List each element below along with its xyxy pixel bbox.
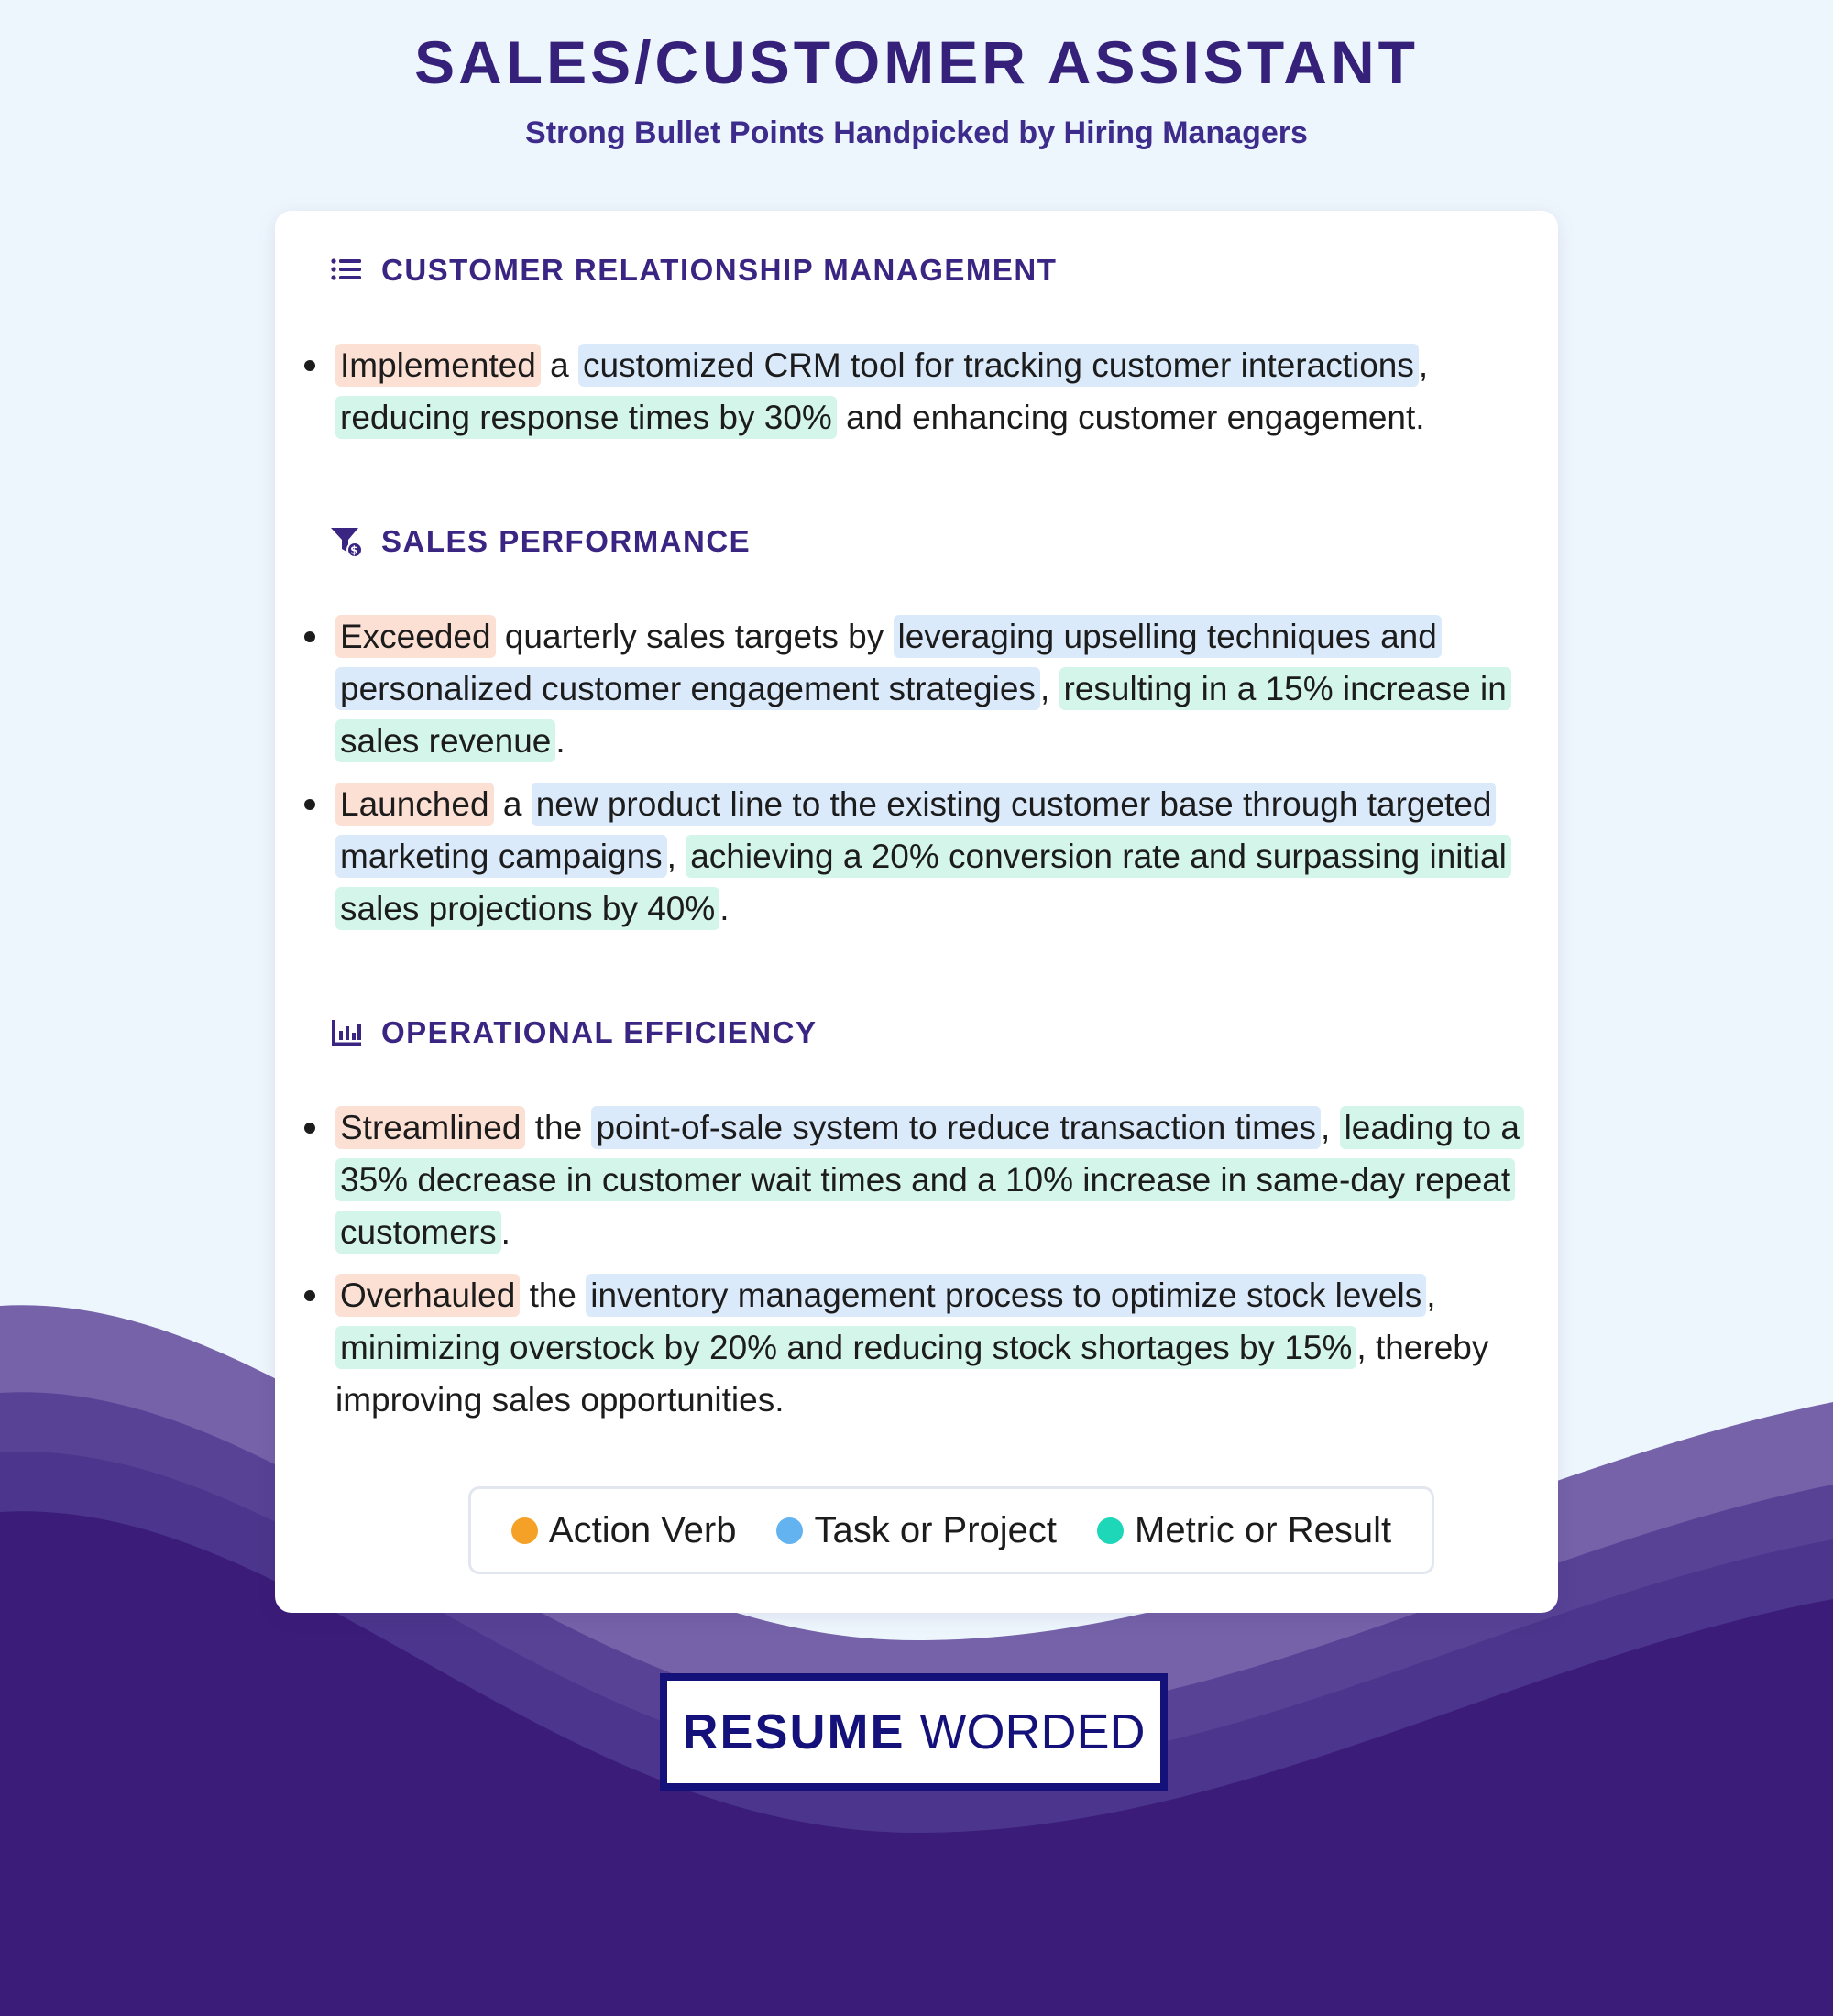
bar-chart-icon — [330, 1016, 363, 1049]
metric-phrase: resulting in a 15% increase in sales revenue — [335, 667, 1511, 762]
resume-worded-logo — [660, 1673, 1168, 1791]
metric-phrase: reducing response times by 30% — [335, 396, 837, 439]
action-verb: Launched — [335, 783, 494, 826]
metric-phrase: minimizing overstock by 20% and reducing stock shortages by 15% — [335, 1326, 1356, 1369]
connector-text: the — [534, 1109, 583, 1146]
bullet-dot — [304, 631, 315, 642]
connector-text: . — [500, 1213, 510, 1251]
legend-label: Action Verb — [548, 1509, 737, 1550]
connector-text: and enhancing customer engagement. — [846, 399, 1425, 436]
task-phrase: point-of-sale system to reduce transaction times — [591, 1106, 1321, 1149]
action-verb: Exceeded — [335, 615, 496, 658]
connector-text: , — [1039, 670, 1050, 707]
connector-text: quarterly sales targets by — [504, 618, 884, 655]
bullet-list-operational — [302, 1101, 1540, 1437]
legend-label: Task or Project — [814, 1509, 1058, 1550]
legend-label: Metric or Result — [1135, 1509, 1392, 1550]
connector-text: , — [1321, 1109, 1331, 1146]
section-title: CUSTOMER RELATIONSHIP MANAGEMENT — [381, 253, 1058, 287]
section-title: SALES PERFORMANCE — [381, 524, 752, 558]
connector-text: . — [719, 890, 730, 927]
bullet-item — [302, 778, 1540, 935]
connector-text: . — [555, 722, 565, 760]
bullet-points-card — [275, 211, 1558, 1613]
action-verb: Overhauled — [335, 1274, 520, 1317]
connector-text: , — [1418, 346, 1429, 384]
section-heading-crm — [330, 253, 1057, 288]
task-phrase: inventory management process to optimize stock levels — [586, 1274, 1426, 1317]
connector-text: a — [550, 346, 569, 384]
bullet-list-crm — [302, 339, 1540, 455]
bullet-item — [302, 1269, 1540, 1426]
connector-text: , — [1426, 1276, 1436, 1314]
page-header — [0, 27, 1833, 151]
task-phrase: customized CRM tool for tracking customer interactions — [578, 344, 1419, 387]
legend-item-metric — [1097, 1510, 1391, 1551]
connector-text: , thereby improving sales opportunities. — [335, 1329, 1489, 1419]
section-heading-sales — [330, 524, 751, 559]
legend-item-task — [776, 1510, 1057, 1551]
logo-text-bold: RESUME — [682, 1704, 906, 1759]
section-title: OPERATIONAL EFFICIENCY — [381, 1015, 818, 1049]
connector-text: , — [666, 838, 676, 875]
action-verb: Streamlined — [335, 1106, 525, 1149]
bullet-item — [302, 1101, 1540, 1258]
task-phrase: leveraging upselling techniques and personalized customer engagement strategies — [335, 615, 1442, 710]
task-phrase: new product line to the existing customer base through targeted marketing campaigns — [335, 783, 1496, 878]
bullet-item — [302, 339, 1540, 444]
section-heading-operational — [330, 1015, 817, 1050]
bullet-dot — [304, 799, 315, 810]
legend-dot-orange — [511, 1517, 538, 1544]
funnel-dollar-icon — [330, 525, 363, 558]
legend-dot-teal — [1097, 1517, 1124, 1544]
metric-phrase: leading to a 35% decrease in customer wait times and a 10% increase in same-day repeat customers — [335, 1106, 1524, 1254]
legend-item-action-verb — [511, 1510, 737, 1551]
page-subtitle: Strong Bullet Points Handpicked by Hiring Managers — [525, 115, 1308, 150]
legend-dot-blue — [776, 1517, 803, 1544]
bullet-dot — [304, 360, 315, 371]
highlight-legend — [468, 1486, 1434, 1574]
bullet-item — [302, 610, 1540, 767]
bullet-dot — [304, 1123, 315, 1134]
svg-text:$: $ — [350, 543, 359, 557]
metric-phrase: achieving a 20% conversion rate and surpassing initial sales projections by 40% — [335, 835, 1511, 930]
connector-text: the — [529, 1276, 577, 1314]
bullet-list-sales — [302, 610, 1540, 946]
logo-text-light: WORDED — [919, 1704, 1146, 1759]
action-verb: Implemented — [335, 344, 541, 387]
connector-text: a — [502, 785, 522, 823]
page-title: SALES/CUSTOMER ASSISTANT — [414, 28, 1419, 96]
list-icon — [330, 254, 363, 287]
bullet-dot — [304, 1290, 315, 1301]
